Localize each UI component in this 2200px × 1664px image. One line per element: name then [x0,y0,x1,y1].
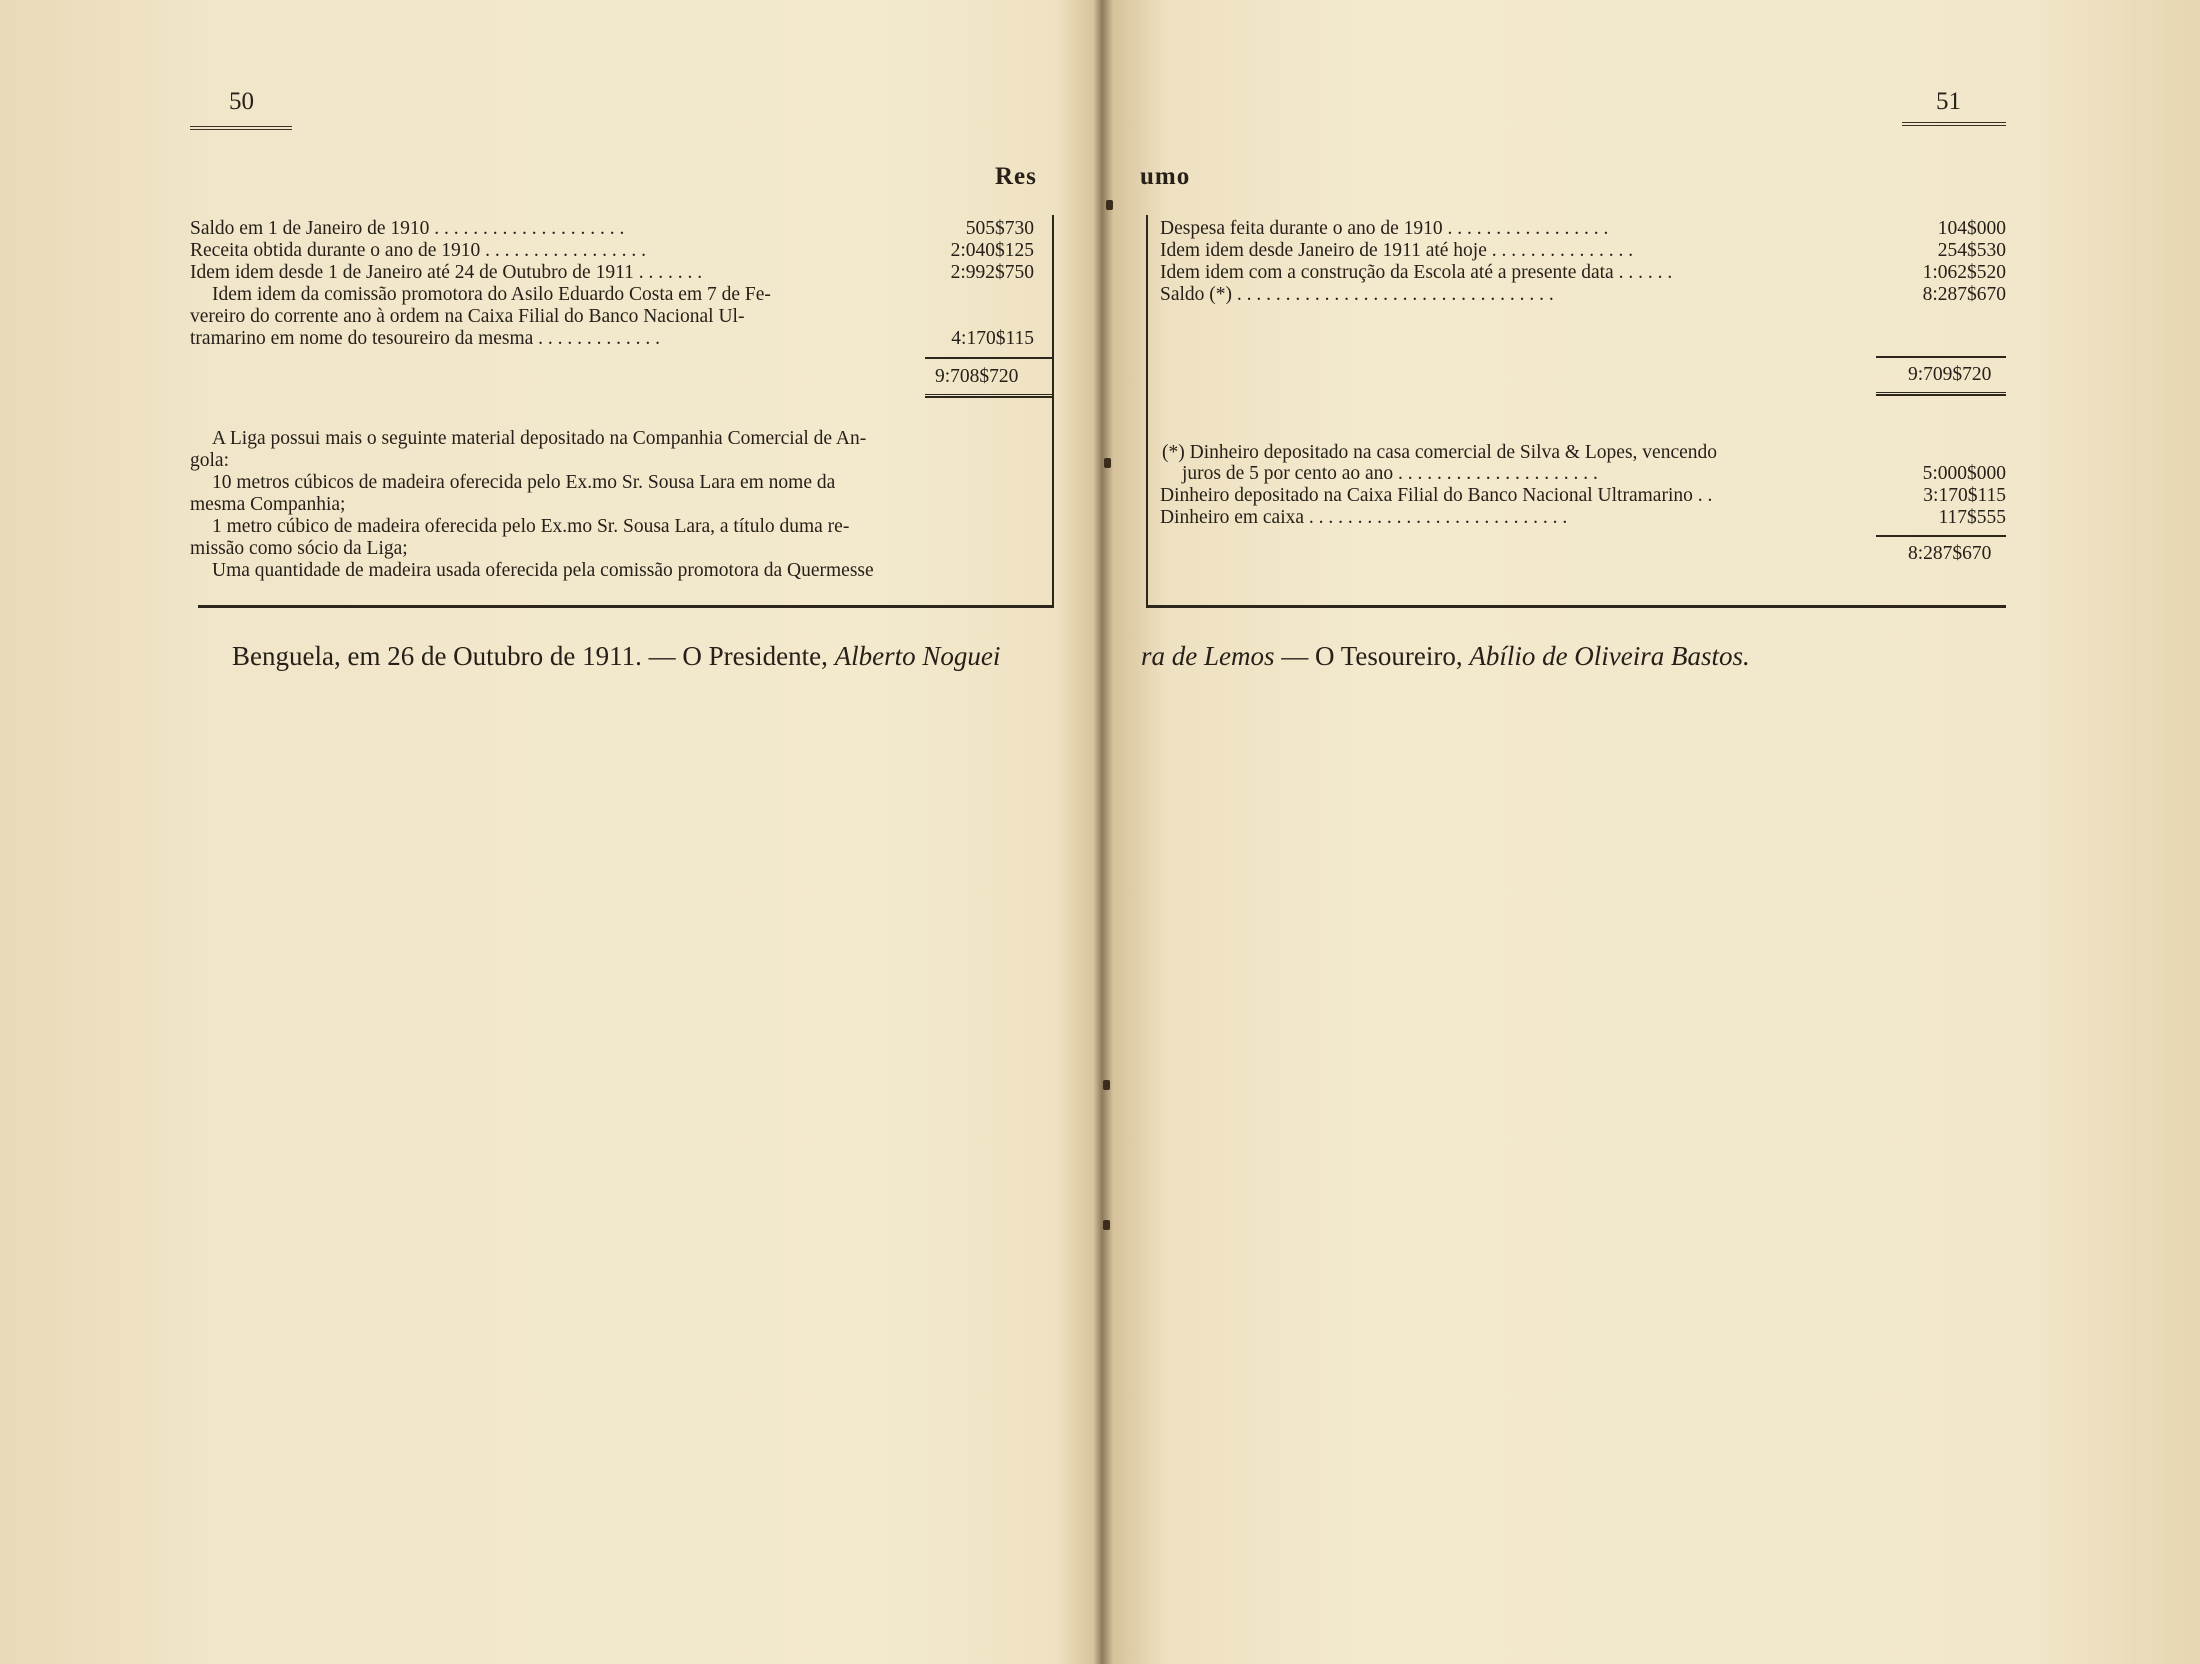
row-label: Receita obtida durante o ano de 1910 . . . . . . . . . . . . . . . . . [190,240,646,261]
heading-part-right: umo [1140,163,1191,190]
binding-mark [1103,1220,1110,1230]
signature-name: Alberto Noguei [834,641,1001,671]
table-row [1160,507,2010,529]
row-label: juros de 5 por cento ao ano . . . . . . . . . . . . . . . . . . . . . [1182,463,1598,484]
row-amount: 104$000 [1937,218,2006,239]
material-line: Uma quantidade de madeira usada oferecida pela comissão promotora da Quermesse [212,560,874,581]
signature-name: ra de Lemos [1141,641,1275,671]
page-number-right: 51 [1936,88,1961,115]
multi-row-line: vereiro do corrente ano à ordem na Caixa Filial do Banco Nacional Ul- [190,306,745,327]
signature-right [1141,641,1750,672]
table-row [1160,485,2010,507]
row-amount: 8:287$670 [1922,284,2006,305]
material-line: missão como sócio da Liga; [190,538,408,559]
row-amount: 4:170$115 [951,328,1034,349]
signature-text: Benguela, em 26 de Outubro de 1911. — O Presidente, [232,641,835,671]
column-rule [1052,215,1054,607]
table-row [190,218,1038,240]
row-label: Idem idem desde 1 de Janeiro até 24 de Outubro de 1911 . . . . . . . [190,262,703,283]
row-amount: 2:992$750 [950,262,1034,283]
material-line: 10 metros cúbicos de madeira oferecida pelo Ex.mo Sr. Sousa Lara em nome da [212,472,836,493]
table-row [1160,240,2010,262]
table-bottom-rule [198,605,1054,608]
signature-name: Abílio de Oliveira Bastos. [1469,641,1750,671]
row-amount: 505$730 [965,218,1034,239]
row-amount: 3:170$115 [1923,485,2006,506]
table-row [190,240,1038,262]
page-number-left: 50 [229,88,254,115]
footnote-total-amount: 8:287$670 [1908,543,1992,564]
table-row [1160,218,2010,240]
footnote-total-rule [1876,535,2006,537]
row-label: Dinheiro em caixa . . . . . . . . . . . . . . . . . . . . . . . . . . . [1160,507,1568,528]
table-bottom-rule [1146,605,2006,608]
row-label: Dinheiro depositado na Caixa Filial do Banco Nacional Ultramarino . . [1160,485,1713,506]
material-line: gola: [190,450,229,471]
table-row [190,328,1038,350]
row-label: Saldo (*) . . . . . . . . . . . . . . . . . . . . . . . . . . . . . . . . . [1160,284,1554,305]
binding-mark [1106,200,1113,210]
binding-mark [1104,458,1111,468]
row-amount: 5:000$000 [1922,463,2006,484]
column-rule [1146,215,1148,607]
row-amount: 2:040$125 [950,240,1034,261]
row-label: Idem idem com a construção da Escola até a presente data . . . . . . [1160,262,1673,283]
total-rule [1876,356,2006,358]
row-amount: 1:062$520 [1922,262,2006,283]
material-line: A Liga possui mais o seguinte material depositado na Companhia Comercial de An- [212,428,867,449]
table-row [1160,262,2010,284]
material-line: 1 metro cúbico de madeira oferecida pelo Ex.mo Sr. Sousa Lara, a título duma re- [212,516,850,537]
row-amount: 254$530 [1937,240,2006,261]
row-label: Idem idem desde Janeiro de 1911 até hoje . . . . . . . . . . . . . . . [1160,240,1634,261]
row-label: Despesa feita durante o ano de 1910 . . . . . . . . . . . . . . . . . [1160,218,1609,239]
table-row [190,262,1038,284]
table-row [1160,463,2010,485]
total-double-rule [1876,392,2006,396]
row-amount: 117$555 [1938,507,2006,528]
total-amount: 9:708$720 [935,366,1019,387]
page-number-rule [190,126,292,130]
total-rule [925,357,1052,359]
footnote-line: (*) Dinheiro depositado na casa comercial de Silva & Lopes, vencendo [1162,442,1718,463]
table-row [1160,284,2010,306]
total-amount: 9:709$720 [1908,364,1992,385]
page-number-rule [1902,122,2006,126]
signature-text: — O Tesoureiro, [1274,641,1470,671]
total-double-rule [925,394,1052,398]
row-label: tramarino em nome do tesoureiro da mesma . . . . . . . . . . . . . [190,328,661,349]
signature-left [232,641,1000,672]
row-label: Saldo em 1 de Janeiro de 1910 . . . . . . . . . . . . . . . . . . . . [190,218,625,239]
multi-row-line: Idem idem da comissão promotora do Asilo Eduardo Costa em 7 de Fe- [212,284,771,305]
heading-part-left: Res [995,163,1037,190]
binding-mark [1103,1080,1110,1090]
material-line: mesma Companhia; [190,494,346,515]
